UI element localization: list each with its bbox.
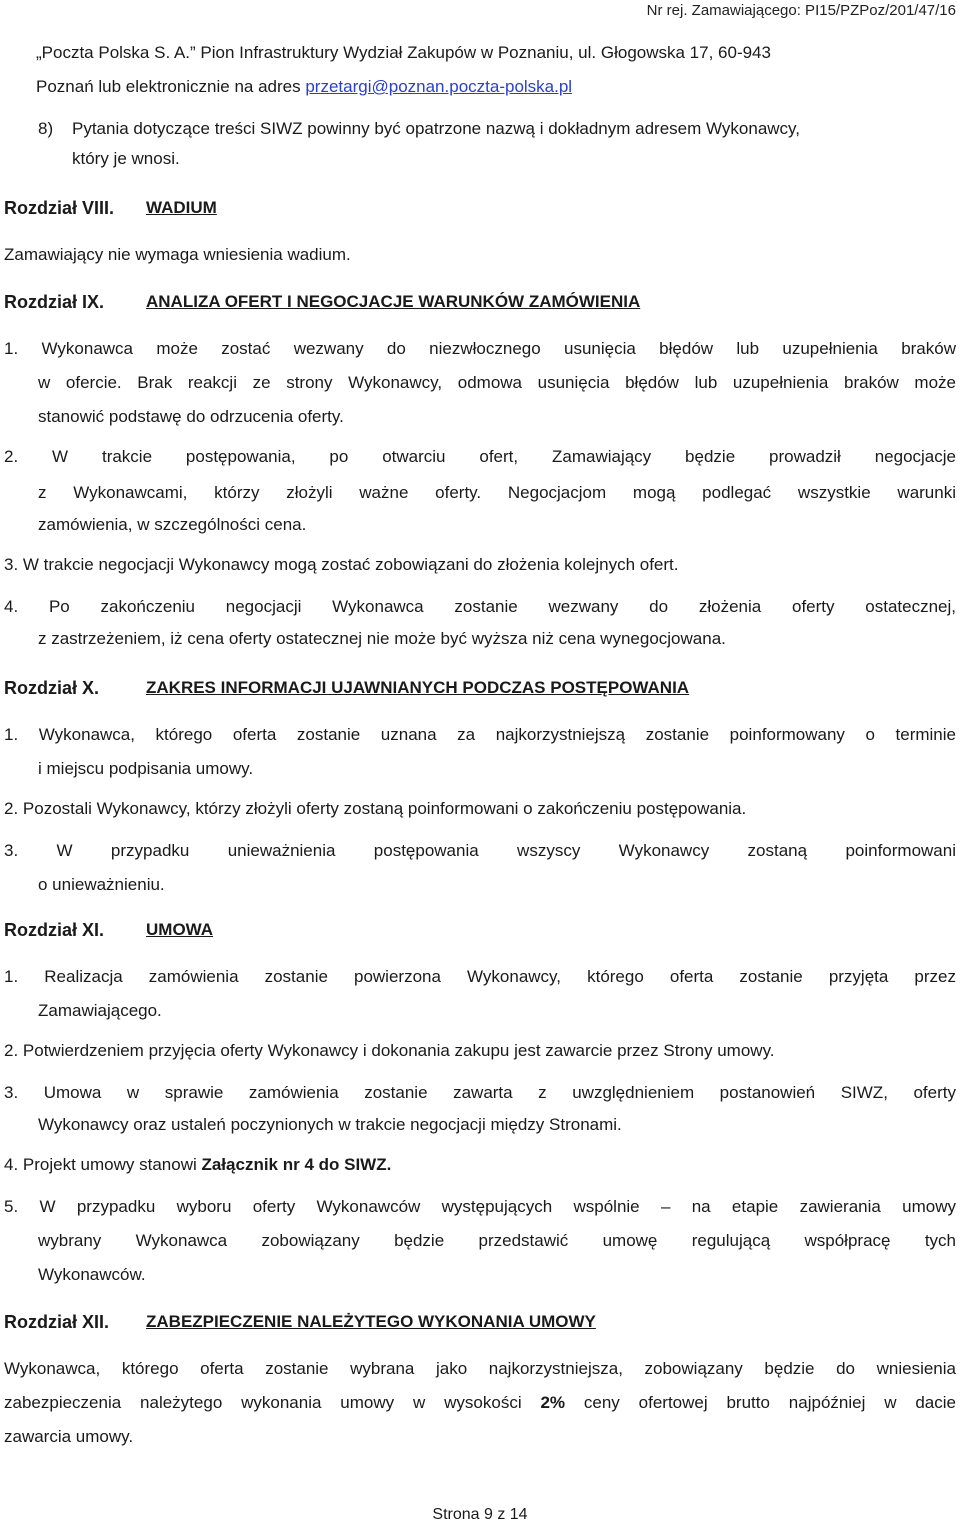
page-number: Strona 9 z 14 — [432, 1506, 528, 1523]
xi-p3-line-1: 3. Umowa w sprawie zamówienia zostanie zawarta z uwzględnieniem postanowień SIWZ, oferty — [4, 1083, 956, 1102]
x-p1-line-2: i miejscu podpisania umowy. — [38, 759, 254, 778]
chapter-x-title: ZAKRES INFORMACJI UJAWNIANYCH PODCZAS POSTĘPOWANIA — [146, 678, 690, 697]
chapter-ix-label: Rozdział IX. — [4, 292, 105, 312]
xi-p5-line-2: wybrany Wykonawca zobowiązany będzie przedstawić umowę regulującą współpracę tych — [38, 1231, 956, 1250]
xii-line-2-suffix: ceny ofertowej brutto najpóźniej w dacie — [565, 1393, 956, 1412]
xi-p2-line-1: 2. Potwierdzeniem przyjęcia oferty Wykonawcy i dokonania zakupu jest zawarcie przez Strony umowy. — [4, 1041, 775, 1060]
chapter-viii-title: WADIUM — [146, 198, 217, 217]
xi-p5-line-1: 5. W przypadku wyboru oferty Wykonawców występujących wspólnie – na etapie zawierania umowy — [4, 1197, 956, 1216]
item-8-number: 8) — [38, 119, 54, 138]
ix-p2-line-2: z Wykonawcami, którzy złożyli ważne oferty. Negocjacjom mogą podlegać wszystkie warunki — [38, 483, 956, 502]
chapter-viii-label: Rozdział VIII. — [4, 198, 115, 218]
xii-percentage: 2% — [540, 1393, 566, 1412]
ix-p1-line-3: stanowić podstawę do odrzucenia oferty. — [38, 407, 344, 426]
ix-p2-line-3: zamówienia, w szczególności cena. — [38, 515, 307, 534]
item-8-line-1: Pytania dotyczące treści SIWZ powinny być opatrzone nazwą i dokładnym adresem Wykonawcy, — [72, 119, 801, 138]
registration-number: Nr rej. Zamawiającego: PI15/PZPoz/201/47/16 — [646, 2, 956, 19]
email-link[interactable]: przetargi@poznan.poczta-polska.pl — [305, 77, 573, 96]
ix-p4-line-2: z zastrzeżeniem, iż cena oferty ostatecznej nie może być wyższa niż cena wynegocjowana. — [38, 629, 726, 648]
xi-p3-line-2: Wykonawcy oraz ustaleń poczynionych w trakcie negocjacji między Stronami. — [38, 1115, 622, 1134]
chapter-viii-text: Zamawiający nie wymaga wniesienia wadium. — [4, 245, 351, 264]
chapter-ix-title: ANALIZA OFERT I NEGOCJACJE WARUNKÓW ZAMÓWIENIA — [146, 292, 641, 311]
ix-p2-line-1: 2. W trakcie postępowania, po otwarciu ofert, Zamawiający będzie prowadził negocjacje — [4, 447, 956, 466]
x-p1-line-1: 1. Wykonawca, którego oferta zostanie uznana za najkorzystniejszą zostanie poinformowany o terminie — [4, 725, 956, 744]
chapter-xi-label: Rozdział XI. — [4, 920, 105, 940]
xi-p4-attachment: Załącznik nr 4 do SIWZ. — [201, 1155, 392, 1174]
item-8-line-2: który je wnosi. — [72, 149, 180, 168]
chapter-xii-label: Rozdział XII. — [4, 1312, 110, 1332]
xii-line-1: Wykonawca, którego oferta zostanie wybrana jako najkorzystniejsza, zobowiązany będzie do wniesienia — [4, 1359, 956, 1378]
xi-p1-line-1: 1. Realizacja zamówienia zostanie powierzona Wykonawcy, którego oferta zostanie przyjęta przez — [4, 967, 956, 986]
ix-p4-line-1: 4. Po zakończeniu negocjacji Wykonawca zostanie wezwany do złożenia oferty ostatecznej, — [4, 597, 956, 616]
xi-p4-text: 4. Projekt umowy stanowi — [4, 1155, 202, 1174]
intro-line-2-text: Poznań lub elektronicznie na adres — [36, 77, 306, 96]
xi-p4-line-1 — [4, 1148, 391, 1182]
chapter-x-label: Rozdział X. — [4, 678, 100, 698]
xi-p5-line-3: Wykonawców. — [38, 1265, 146, 1284]
xii-line-2-text: zabezpieczenia należytego wykonania umowy w wysokości — [4, 1393, 541, 1412]
xii-line-3: zawarcia umowy. — [4, 1427, 134, 1446]
x-p3-line-1: 3. W przypadku unieważnienia postępowania wszyscy Wykonawcy zostaną poinformowani — [4, 841, 956, 860]
ix-p1-line-1: 1. Wykonawca może zostać wezwany do niezwłocznego usunięcia błędów lub uzupełnienia braków — [4, 339, 956, 358]
chapter-xi-title: UMOWA — [146, 920, 214, 939]
x-p2-line-1: 2. Pozostali Wykonawcy, którzy złożyli oferty zostaną poinformowani o zakończeniu postępowania. — [4, 799, 747, 818]
xii-line-2 — [4, 1386, 956, 1420]
chapter-xii-title: ZABEZPIECZENIE NALEŻYTEGO WYKONANIA UMOWY — [146, 1312, 596, 1331]
ix-p1-line-2: w ofercie. Brak reakcji ze strony Wykonawcy, odmowa usunięcia błędów lub uzupełnienia braków może — [38, 373, 956, 392]
xi-p1-line-2: Zamawiającego. — [38, 1001, 162, 1020]
ix-p3-line-1: 3. W trakcie negocjacji Wykonawcy mogą zostać zobowiązani do złożenia kolejnych ofert. — [4, 555, 679, 574]
x-p3-line-2: o unieważnieniu. — [38, 875, 165, 894]
intro-line-1: „Poczta Polska S. A.” Pion Infrastruktury Wydział Zakupów w Poznaniu, ul. Głogowska 17, 60-943 — [36, 43, 771, 62]
intro-line-2 — [36, 70, 572, 104]
